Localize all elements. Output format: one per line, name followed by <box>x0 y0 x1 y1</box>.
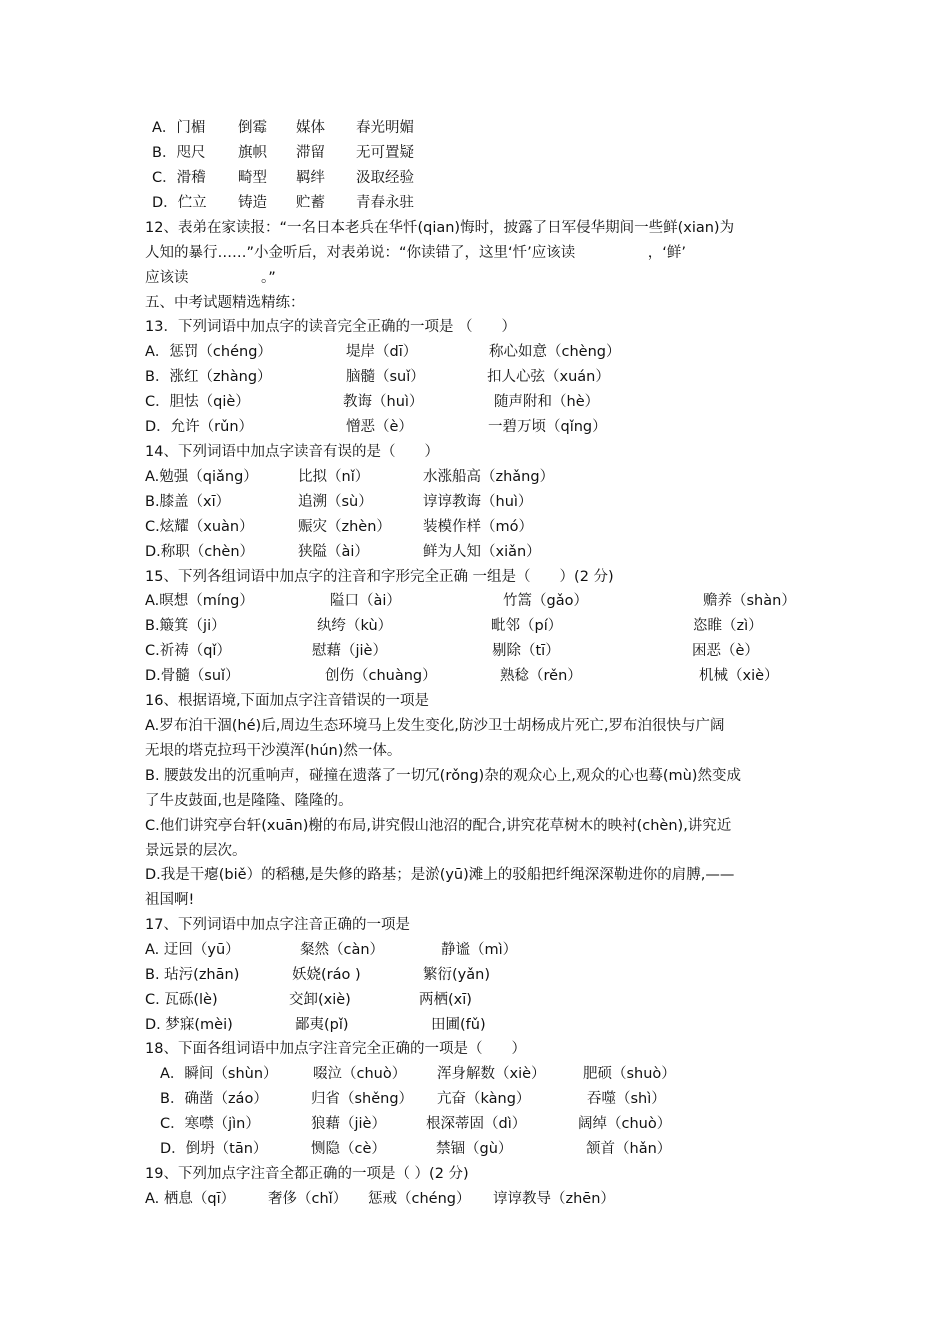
q15-option-b <box>0 616 950 636</box>
q17-option-b <box>0 965 950 985</box>
q11-option-a <box>0 118 950 138</box>
q13-b-3: 扣人心弦（xuán） <box>487 369 610 385</box>
q18-c-4: 阔绰（chuò） <box>578 1116 672 1132</box>
q13-d-1: D．允许（rǔn） <box>145 419 254 435</box>
q16-stem: 16、根据语境,下面加点字注音错误的一项是 <box>145 693 430 709</box>
q17-option-c <box>0 990 950 1010</box>
q15-c-4: 困恶（è） <box>692 643 759 659</box>
q17-d-2: 鄙夷(pǐ) <box>295 1017 349 1033</box>
q18-d-2: 恻隐（cè） <box>311 1141 386 1157</box>
q13-b-1: B．涨红（zhàng） <box>145 369 272 385</box>
q15-option-a <box>0 591 950 611</box>
q15-a-3: 竹篙（gǎo） <box>503 593 588 609</box>
q18-a-1: A．瞬间（shùn） <box>160 1066 278 1082</box>
q18-b-3: 亢奋（kàng） <box>437 1091 531 1107</box>
q11-d-2: 铸造 <box>238 195 267 211</box>
q15-stem: 15、下列各组词语中加点字的注音和字形完全正确 一组是（ ）(2 分) <box>145 569 614 585</box>
q15-c-1: C.祈祷（qǐ） <box>145 643 231 659</box>
q15-b-2: 纨绔（kù） <box>317 618 393 634</box>
q11-c-4: 汲取经验 <box>356 170 414 186</box>
q15-b-4: 恣睢（zì） <box>693 618 763 634</box>
q17-b-3: 繁衍(yǎn) <box>423 967 490 983</box>
q14-c-3: 装模作样（mó） <box>423 519 533 535</box>
q11-d-1: D．伫立 <box>152 195 207 211</box>
q15-b-1: B.簸箕（ji） <box>145 618 226 634</box>
q11-a-1: A．门楣 <box>152 120 206 136</box>
q16-option-d-line-2: 祖国啊! <box>145 892 195 908</box>
q14-a-1: A.勉强（qiǎng） <box>145 469 258 485</box>
q11-c-3: 羁绊 <box>296 170 325 186</box>
q13-a-1: A．惩罚（chéng） <box>145 344 272 360</box>
q11-d-3: 贮蓄 <box>296 195 325 211</box>
q13-c-3: 随声附和（hè） <box>494 394 600 410</box>
q16-option-c-line-2: 景远景的层次。 <box>145 843 247 859</box>
q14-option-d <box>0 542 950 562</box>
q14-option-b <box>0 492 950 512</box>
q19-stem: 19、下列加点字注音全都正确的一项是（ ）(2 分) <box>145 1166 469 1182</box>
q13-a-2: 堤岸（dī） <box>346 344 418 360</box>
q11-d-4: 青春永驻 <box>356 195 414 211</box>
q16-option-c-line-1: C.他们讲究亭台轩(xuān)榭的布局,讲究假山池沼的配合,讲究花草树木的映衬(chèn),讲究近 <box>145 818 732 834</box>
q13-a-3: 称心如意（chèng） <box>489 344 621 360</box>
q17-option-a <box>0 940 950 960</box>
q18-option-c <box>0 1114 950 1134</box>
q15-a-1: A.暝想（míng） <box>145 593 254 609</box>
q18-b-4: 吞噬（shì） <box>587 1091 666 1107</box>
q17-d-3: 田圃(fǔ) <box>431 1017 486 1033</box>
q17-b-2: 妖娆(ráo ) <box>292 967 361 983</box>
q18-c-1: C．寒噤（jìn） <box>160 1116 260 1132</box>
q13-b-2: 脑髓（suǐ） <box>346 369 425 385</box>
q11-option-d <box>0 193 950 213</box>
section-heading: 五、中考试题精选精练： <box>145 295 305 311</box>
q13-d-3: 一碧万顷（qǐng） <box>488 419 607 435</box>
q11-b-2: 旗帜 <box>238 145 267 161</box>
q17-option-d <box>0 1015 950 1035</box>
q15-d-3: 熟稔（rěn） <box>500 668 582 684</box>
q13-c-1: C．胆怯（qiè） <box>145 394 250 410</box>
q12-line-3: 应该读 。” <box>145 270 276 286</box>
q14-stem: 14、下列词语中加点字读音有误的是（ ） <box>145 444 439 460</box>
q14-c-2: 赈灾（zhèn） <box>298 519 391 535</box>
q18-d-1: D．倒坍（tān） <box>160 1141 268 1157</box>
q11-option-c <box>0 168 950 188</box>
q14-d-3: 鲜为人知（xiǎn） <box>423 544 541 560</box>
q17-c-3: 两栖(xī) <box>419 992 472 1008</box>
q15-c-3: 剔除（tī） <box>492 643 560 659</box>
q19-a-4: 谆谆教导（zhēn） <box>493 1191 615 1207</box>
q13-option-b <box>0 367 950 387</box>
q11-c-1: C．滑稽 <box>152 170 206 186</box>
q11-b-1: B．咫尺 <box>152 145 206 161</box>
q15-d-1: D.骨髓（suǐ） <box>145 668 240 684</box>
q11-a-3: 媒体 <box>296 120 325 136</box>
q14-a-3: 水涨船高（zhǎng） <box>423 469 555 485</box>
q18-b-1: B．确凿（záo） <box>160 1091 268 1107</box>
q14-b-2: 追溯（sù） <box>298 494 373 510</box>
q11-a-2: 倒霉 <box>238 120 267 136</box>
q16-option-a-line-1: A.罗布泊干涸(hé)后,周边生态环境马上发生变化,防沙卫士胡杨成片死亡,罗布泊很快与广阔 <box>145 718 725 734</box>
q14-b-1: B.膝盖（xī） <box>145 494 231 510</box>
q13-c-2: 教诲（huì） <box>343 394 424 410</box>
q19-a-2: 奢侈（chǐ） <box>268 1191 348 1207</box>
q14-d-2: 狭隘（ài） <box>298 544 369 560</box>
q17-b-1: B. 玷污(zhān) <box>145 967 240 983</box>
q18-stem: 18、下面各组词语中加点字注音完全正确的一项是（ ） <box>145 1041 526 1057</box>
q14-d-1: D.称职（chèn） <box>145 544 255 560</box>
q11-a-4: 春光明媚 <box>356 120 414 136</box>
q16-option-a-line-2: 无垠的塔克拉玛干沙漠浑(hún)然一体。 <box>145 743 402 759</box>
q18-c-3: 根深蒂固（dì） <box>426 1116 527 1132</box>
q16-option-b-line-1: B. 腰鼓发出的沉重响声，碰撞在遗落了一切冗(rǒng)杂的观众心上,观众的心也蓦(mù)然变成 <box>145 768 741 784</box>
q17-a-1: A. 迂回（yū） <box>145 942 240 958</box>
q11-b-3: 滞留 <box>296 145 325 161</box>
q14-c-1: C.炫耀（xuàn） <box>145 519 254 535</box>
q14-a-2: 比拟（nǐ） <box>298 469 370 485</box>
q19-option-a <box>0 1189 950 1209</box>
q14-b-3: 谆谆教诲（huì） <box>423 494 533 510</box>
q19-a-1: A. 栖息（qī） <box>145 1191 236 1207</box>
q17-c-1: C. 瓦砾(lè) <box>145 992 218 1008</box>
q13-option-c <box>0 392 950 412</box>
q18-a-3: 浑身解数（xiè） <box>437 1066 546 1082</box>
q17-d-1: D. 梦寐(mèi) <box>145 1017 233 1033</box>
q14-option-a <box>0 467 950 487</box>
q16-option-b-line-2: 了牛皮鼓面,也是隆隆、隆隆的。 <box>145 793 353 809</box>
q18-d-4: 颔首（hǎn） <box>586 1141 672 1157</box>
q13-option-a <box>0 342 950 362</box>
q15-a-4: 赡养（shàn） <box>703 593 796 609</box>
q16-option-d-line-1: D.我是干瘪(biě）的稻穗,是失修的路基；是淤(yū)滩上的驳船把纤绳深深勒进你的肩膊,—— <box>145 867 735 883</box>
q18-a-2: 啜泣（chuò） <box>313 1066 407 1082</box>
q17-stem: 17、下列词语中加点字注音正确的一项是 <box>145 917 410 933</box>
q13-option-d <box>0 417 950 437</box>
q18-d-3: 禁锢（gù） <box>436 1141 513 1157</box>
q15-d-4: 机械（xiè） <box>699 668 779 684</box>
q19-a-3: 惩戒（chéng） <box>368 1191 471 1207</box>
q15-option-d <box>0 666 950 686</box>
q11-b-4: 无可置疑 <box>356 145 414 161</box>
q11-option-b <box>0 143 950 163</box>
q15-d-2: 创伤（chuàng） <box>325 668 437 684</box>
q15-b-3: 毗邻（pí） <box>491 618 563 634</box>
q14-option-c <box>0 517 950 537</box>
q18-c-2: 狼藉（jiè） <box>311 1116 386 1132</box>
q15-c-2: 慰藉（jiè） <box>312 643 387 659</box>
q11-c-2: 畸型 <box>238 170 267 186</box>
q18-option-d <box>0 1139 950 1159</box>
q15-a-2: 隘口（ài） <box>330 593 401 609</box>
q17-a-3: 静谧（mì） <box>441 942 518 958</box>
q17-c-2: 交卸(xiè) <box>289 992 351 1008</box>
q18-b-2: 归省（shěng） <box>311 1091 414 1107</box>
q18-option-a <box>0 1064 950 1084</box>
q12-line-1: 12、表弟在家读报：“一名日本老兵在华忏(qian)悔时，披露了日军侵华期间一些鲜(xian)为 <box>145 220 735 236</box>
q18-a-4: 肥硕（shuò） <box>583 1066 676 1082</box>
q13-stem: 13．下列词语中加点字的读音完全正确的一项是 （ ） <box>145 319 517 335</box>
q18-option-b <box>0 1089 950 1109</box>
q17-a-2: 粲然（càn） <box>300 942 385 958</box>
q12-line-2: 人知的暴行……”小金听后，对表弟说：“你读错了，这里‘忏’应该读 ，‘鲜’ <box>145 245 686 261</box>
q15-option-c <box>0 641 950 661</box>
q13-d-2: 憎恶（è） <box>346 419 413 435</box>
